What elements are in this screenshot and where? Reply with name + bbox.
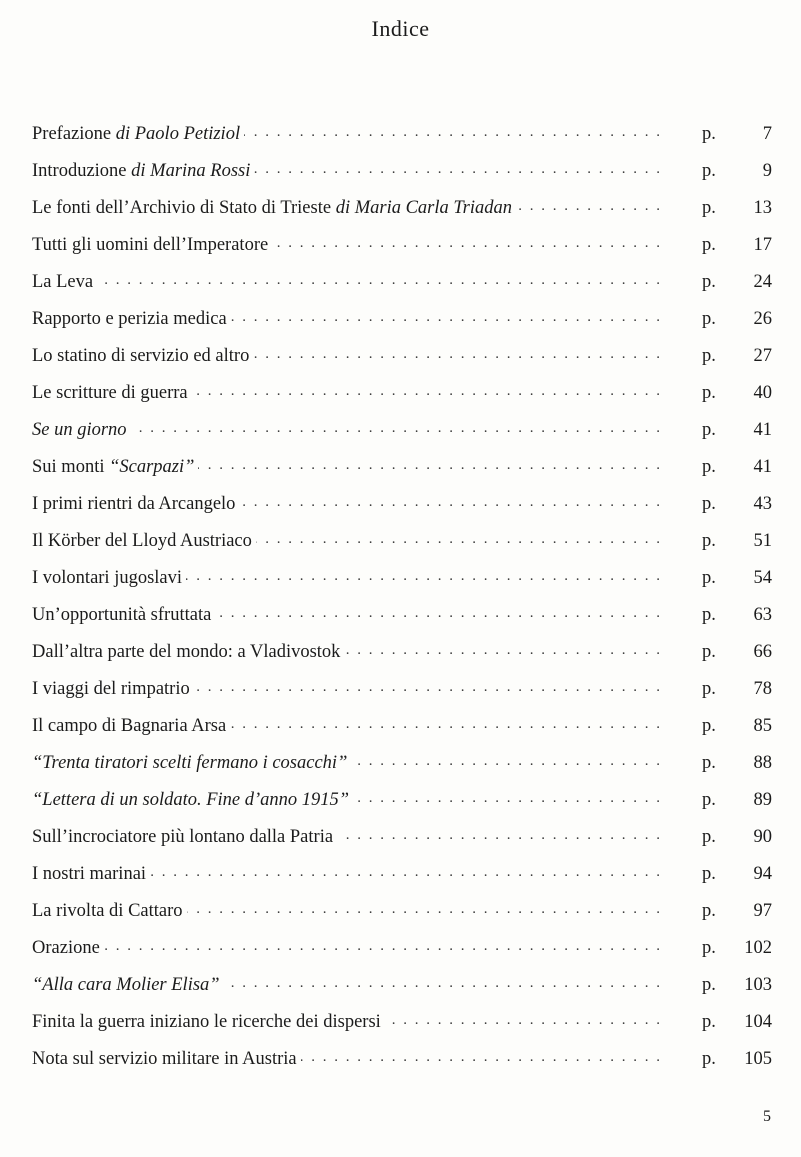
- toc-entry: [32, 560, 772, 597]
- toc-entry-title-text: Finita la guerra iniziano le ricerche dei dispersi: [32, 1012, 381, 1032]
- page-abbreviation: p.: [702, 975, 716, 995]
- toc-entry-title-text: Tutti gli uomini dell’Imperatore: [32, 235, 269, 255]
- toc-entry-title: [32, 309, 231, 330]
- toc-entry-title-text: I viaggi del rimpatrio: [32, 679, 190, 699]
- toc-entry-title-text: Dall’altra parte del mondo: a Vladivostok: [32, 642, 341, 662]
- toc-entry-page-number: 88: [753, 753, 772, 773]
- toc-entry-title-text: La rivolta di Cattaro: [32, 901, 183, 921]
- toc-entry: [32, 153, 772, 190]
- toc-entry-title-area: [32, 745, 662, 782]
- toc-entry-title-text: I primi rientri da Arcangelo: [32, 494, 236, 514]
- toc-entry-title-area: [32, 893, 662, 930]
- toc-entry-page-number: 17: [753, 235, 772, 255]
- toc-entry-title: [32, 494, 239, 515]
- toc-entry: [32, 856, 772, 893]
- toc-entry-title-area: [32, 560, 662, 597]
- page-abbreviation: p.: [702, 790, 716, 810]
- toc-entry-page-number: 9: [762, 161, 772, 181]
- toc-entry: [32, 708, 772, 745]
- toc-entry-title-text: “Alla cara Molier Elisa”: [32, 975, 220, 995]
- toc-entry-title-area: [32, 671, 662, 708]
- dot-leader: [344, 634, 662, 671]
- page-abbreviation: p.: [702, 1012, 716, 1032]
- dot-leader: [385, 1004, 662, 1041]
- dot-leader: [256, 523, 662, 560]
- toc-entry: [32, 116, 772, 153]
- page-abbreviation: p.: [702, 753, 716, 773]
- toc-entry-title-text: Un’opportunità sfruttata: [32, 605, 212, 625]
- toc-entry-title: [32, 901, 187, 922]
- page-abbreviation: p.: [702, 531, 716, 551]
- toc-entry-author: di Paolo Petiziol: [115, 124, 241, 144]
- page-abbreviation: p.: [702, 198, 716, 218]
- toc-entry-title: [32, 827, 337, 848]
- toc-entry-title: [32, 198, 516, 219]
- toc-entry: [32, 190, 772, 227]
- toc-entry-title: [32, 1012, 385, 1033]
- toc-entry-page-number: 66: [753, 642, 772, 662]
- page-abbreviation: p.: [702, 938, 716, 958]
- toc-entry: [32, 338, 772, 375]
- page-title: Indice: [371, 16, 430, 41]
- toc-entry-page-number: 89: [753, 790, 772, 810]
- toc-entry-title-text: I volontari jugoslavi: [32, 568, 183, 588]
- dot-leader: [224, 967, 662, 1004]
- toc-entry: [32, 671, 772, 708]
- toc-entry: [32, 227, 772, 264]
- toc-entry-title: [32, 1049, 301, 1070]
- toc-entry-title-text: Le fonti dell’Archivio di Stato di Trieste: [32, 198, 336, 218]
- dot-leader: [230, 708, 662, 745]
- toc-entry-title-area: [32, 412, 662, 449]
- toc-entry-page-number: 104: [744, 1012, 772, 1032]
- page-abbreviation: p.: [702, 827, 716, 847]
- toc-entry: [32, 819, 772, 856]
- page-abbreviation: p.: [702, 1049, 716, 1069]
- toc-entry: [32, 1004, 772, 1041]
- toc-entry-page-number: 90: [753, 827, 772, 847]
- page-abbreviation: p.: [702, 457, 716, 477]
- toc-entry-title: [32, 235, 272, 256]
- page-abbreviation: p.: [702, 161, 716, 181]
- toc-entry-title-text: “Trenta tiratori scelti fermano i cosacchi”: [32, 753, 348, 773]
- dot-leader: [239, 486, 662, 523]
- toc-entry-page-number: 26: [753, 309, 772, 329]
- toc-entry-title-text: “Lettera di un soldato. Fine d’anno 1915”: [32, 790, 350, 810]
- toc-entry-title: [32, 568, 186, 589]
- page-abbreviation: p.: [702, 901, 716, 921]
- dot-leader: [516, 190, 662, 227]
- toc-entry-title-area: [32, 486, 662, 523]
- page-abbreviation: p.: [702, 679, 716, 699]
- dot-leader: [337, 819, 662, 856]
- toc-entry: [32, 1041, 772, 1078]
- toc-entry: [32, 782, 772, 819]
- toc-entry-page-number: 103: [744, 975, 772, 995]
- table-of-contents: [32, 116, 772, 1078]
- toc-entry-page-number: 24: [753, 272, 772, 292]
- page-abbreviation: p.: [702, 716, 716, 736]
- toc-entry-title: [32, 531, 256, 552]
- toc-entry-title-area: [32, 782, 662, 819]
- toc-entry-page-number: 41: [753, 420, 772, 440]
- dot-leader: [231, 301, 662, 338]
- toc-entry-title: [32, 864, 150, 885]
- toc-entry-title: [32, 938, 104, 959]
- toc-entry-page-number: 40: [753, 383, 772, 403]
- toc-entry: [32, 486, 772, 523]
- toc-entry-title: [32, 605, 215, 626]
- dot-leader: [353, 782, 662, 819]
- dot-leader: [97, 264, 662, 301]
- page-number-folio: 5: [763, 1108, 771, 1125]
- toc-entry-title-area: [32, 338, 662, 375]
- toc-entry-title-area: [32, 1004, 662, 1041]
- toc-entry: [32, 634, 772, 671]
- toc-entry: [32, 301, 772, 338]
- toc-entry-title-area: [32, 227, 662, 264]
- page-abbreviation: p.: [702, 235, 716, 255]
- toc-entry-title: [32, 716, 230, 737]
- toc-entry: [32, 412, 772, 449]
- toc-entry-title: [32, 975, 224, 996]
- toc-entry: [32, 967, 772, 1004]
- toc-entry-page-number: 105: [744, 1049, 772, 1069]
- dot-leader: [351, 745, 662, 782]
- toc-entry-title-area: [32, 708, 662, 745]
- toc-entry-title: [32, 420, 131, 441]
- toc-entry-page-number: 94: [753, 864, 772, 884]
- dot-leader: [301, 1041, 662, 1078]
- toc-entry-title: [32, 753, 351, 774]
- toc-entry-title-text: Il campo di Bagnaria Arsa: [32, 716, 227, 736]
- page-abbreviation: p.: [702, 420, 716, 440]
- toc-entry-title-area: [32, 930, 662, 967]
- toc-entry-title-area: [32, 967, 662, 1004]
- toc-entry-page-number: 43: [753, 494, 772, 514]
- toc-entry: [32, 745, 772, 782]
- toc-entry-title-text: Prefazione: [32, 124, 116, 144]
- dot-leader: [272, 227, 662, 264]
- toc-entry-title-area: [32, 523, 662, 560]
- page-abbreviation: p.: [702, 124, 716, 144]
- dot-leader: [104, 930, 662, 967]
- toc-entry-title: [32, 124, 244, 145]
- dot-leader: [215, 597, 662, 634]
- toc-entry-author: “Scarpazi”: [109, 457, 195, 477]
- dot-leader: [192, 375, 662, 412]
- dot-leader: [150, 856, 662, 893]
- page-abbreviation: p.: [702, 642, 716, 662]
- dot-leader: [253, 338, 662, 375]
- dot-leader: [187, 893, 662, 930]
- toc-entry-title-area: [32, 116, 662, 153]
- toc-entry-page-number: 54: [753, 568, 772, 588]
- toc-entry-page-number: 63: [753, 605, 772, 625]
- dot-leader: [244, 116, 662, 153]
- toc-entry-page-number: 27: [753, 346, 772, 366]
- dot-leader: [198, 449, 662, 486]
- toc-entry-title: [32, 346, 253, 367]
- page-abbreviation: p.: [702, 383, 716, 403]
- toc-entry-title-area: [32, 153, 662, 190]
- toc-entry-title-area: [32, 375, 662, 412]
- toc-entry: [32, 375, 772, 412]
- toc-entry: [32, 523, 772, 560]
- toc-entry-title-text: Se un giorno: [32, 420, 127, 440]
- toc-entry-title-area: [32, 856, 662, 893]
- toc-entry: [32, 597, 772, 634]
- toc-entry-title-text: Le scritture di guerra: [32, 383, 188, 403]
- toc-entry-page-number: 41: [753, 457, 772, 477]
- toc-entry: [32, 449, 772, 486]
- toc-entry-title-text: I nostri marinai: [32, 864, 147, 884]
- page-abbreviation: p.: [702, 346, 716, 366]
- toc-entry-author: di Marina Rossi: [131, 161, 251, 181]
- toc-entry-author: di Maria Carla Triadan: [335, 198, 512, 218]
- toc-entry-page-number: 97: [753, 901, 772, 921]
- toc-entry-page-number: 78: [753, 679, 772, 699]
- toc-entry-title: [32, 457, 198, 478]
- toc-entry-title: [32, 642, 344, 663]
- toc-entry: [32, 893, 772, 930]
- toc-entry-title-area: [32, 449, 662, 486]
- toc-entry: [32, 930, 772, 967]
- toc-entry-title-text: Orazione: [32, 938, 100, 958]
- toc-entry-page-number: 85: [753, 716, 772, 736]
- toc-entry: [32, 264, 772, 301]
- dot-leader: [254, 153, 662, 190]
- page-abbreviation: p.: [702, 605, 716, 625]
- toc-entry-title-area: [32, 819, 662, 856]
- dot-leader: [186, 560, 662, 597]
- page-abbreviation: p.: [702, 309, 716, 329]
- page-abbreviation: p.: [702, 272, 716, 292]
- toc-entry-title-text: Rapporto e perizia medica: [32, 309, 227, 329]
- toc-entry-title-text: Lo statino di servizio ed altro: [32, 346, 250, 366]
- toc-entry-title-area: [32, 634, 662, 671]
- toc-entry-title-area: [32, 1041, 662, 1078]
- toc-entry-title-text: La Leva: [32, 272, 94, 292]
- toc-entry-page-number: 7: [762, 124, 772, 144]
- toc-entry-title: [32, 161, 254, 182]
- toc-entry-title: [32, 790, 353, 811]
- page-abbreviation: p.: [702, 568, 716, 588]
- toc-entry-title-area: [32, 190, 662, 227]
- toc-entry-title-area: [32, 597, 662, 634]
- page-abbreviation: p.: [702, 494, 716, 514]
- toc-entry-title-text: Introduzione: [32, 161, 132, 181]
- toc-entry-title-text: Sull’incrociatore più lontano dalla Patria: [32, 827, 334, 847]
- toc-entry-title-area: [32, 301, 662, 338]
- toc-entry-page-number: 13: [753, 198, 772, 218]
- toc-entry-title-text: Il Körber del Lloyd Austriaco: [32, 531, 252, 551]
- toc-entry-title: [32, 383, 192, 404]
- toc-entry-page-number: 102: [744, 938, 772, 958]
- dot-leader: [194, 671, 662, 708]
- toc-entry-title-area: [32, 264, 662, 301]
- toc-entry-title-text: Nota sul servizio militare in Austria: [32, 1049, 297, 1069]
- toc-entry-page-number: 51: [753, 531, 772, 551]
- page-abbreviation: p.: [702, 864, 716, 884]
- dot-leader: [131, 412, 662, 449]
- toc-entry-title-text: Sui monti: [32, 457, 110, 477]
- toc-entry-title: [32, 679, 194, 700]
- toc-entry-title: [32, 272, 97, 293]
